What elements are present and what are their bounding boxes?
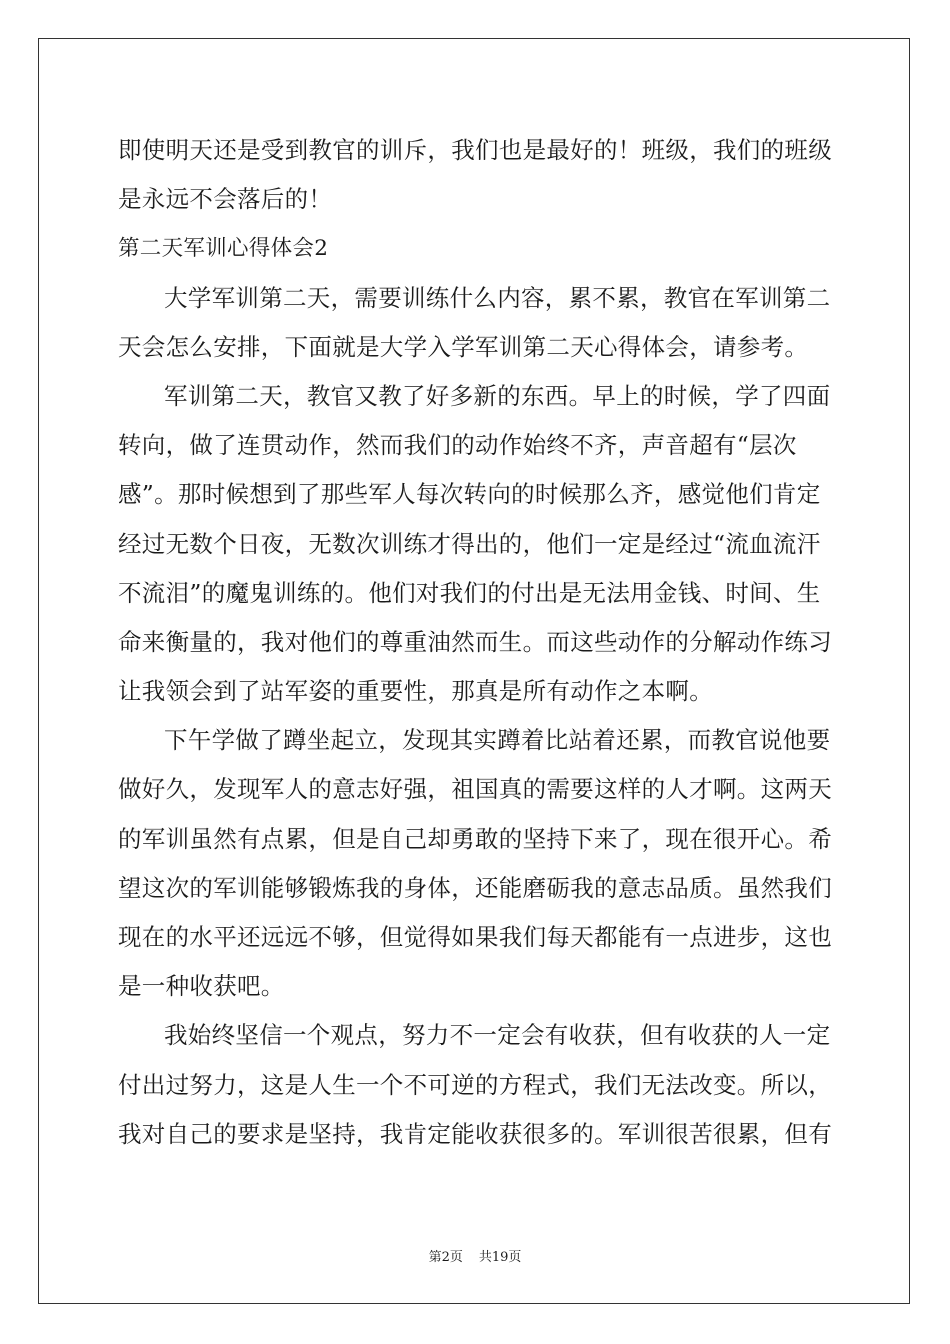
text-line: 经过无数个日夜，无数次训练才得出的，他们一定是经过“流血流汗 (118, 529, 821, 558)
text-line: 命来衡量的，我对他们的尊重油然而生。而这些动作的分解动作练习 (118, 627, 832, 656)
text-line: 我始终坚信一个观点，努力不一定会有收获，但有收获的人一定 (164, 1021, 831, 1050)
page-total: 共19页 (478, 1250, 522, 1265)
text-line: 是永远不会落后的！ (118, 185, 333, 214)
page-footer (0, 1246, 950, 1265)
text-line: 望这次的军训能够锻炼我的身体，还能磨砺我的意志品质。虽然我们 (118, 873, 832, 902)
text-line: 天会怎么安排，下面就是大学入学军训第二天心得体会，请参考。 (118, 332, 809, 361)
text-line: 我对自己的要求是坚持，我肯定能收获很多的。军训很苦很累，但有 (118, 1119, 832, 1148)
text-line: 是一种收获吧。 (118, 972, 285, 1001)
text-line: 的军训虽然有点累，但是自己却勇敢的坚持下来了，现在很开心。希 (118, 824, 832, 853)
text-line: 下午学做了蹲坐起立，发现其实蹲着比站着还累，而教官说他要 (164, 726, 831, 755)
text-line: 不流泪”的魔鬼训练的。他们对我们的付出是无法用金钱、时间、生 (118, 578, 821, 607)
text-line: 感”。那时候想到了那些军人每次转向的时候那么齐，感觉他们肯定 (118, 480, 821, 509)
text-line: 付出过努力，这是人生一个不可逆的方程式，我们无法改变。所以， (118, 1070, 832, 1099)
text-line: 即使明天还是受到教官的训斥，我们也是最好的！班级，我们的班级 (118, 136, 832, 164)
text-line: 军训第二天，教官又教了好多新的东西。早上的时候，学了四面 (164, 381, 831, 410)
text-line: 大学军训第二天，需要训练什么内容，累不累，教官在军训第二 (164, 283, 831, 312)
text-line: 现在的水平还远远不够，但觉得如果我们每天都能有一点进步，这也 (118, 923, 832, 951)
text-line: 转向，做了连贯动作，然而我们的动作始终不齐，声音超有“层次 (118, 431, 797, 460)
section-heading: 第二天军训心得体会2 (118, 236, 329, 262)
page-number: 第2页 (428, 1250, 463, 1265)
document-body (118, 126, 834, 1159)
text-line: 让我领会到了站军姿的重要性，那真是所有动作之本啊。 (118, 677, 713, 706)
text-line: 做好久，发现军人的意志好强，祖国真的需要这样的人才啊。这两天 (118, 775, 832, 804)
